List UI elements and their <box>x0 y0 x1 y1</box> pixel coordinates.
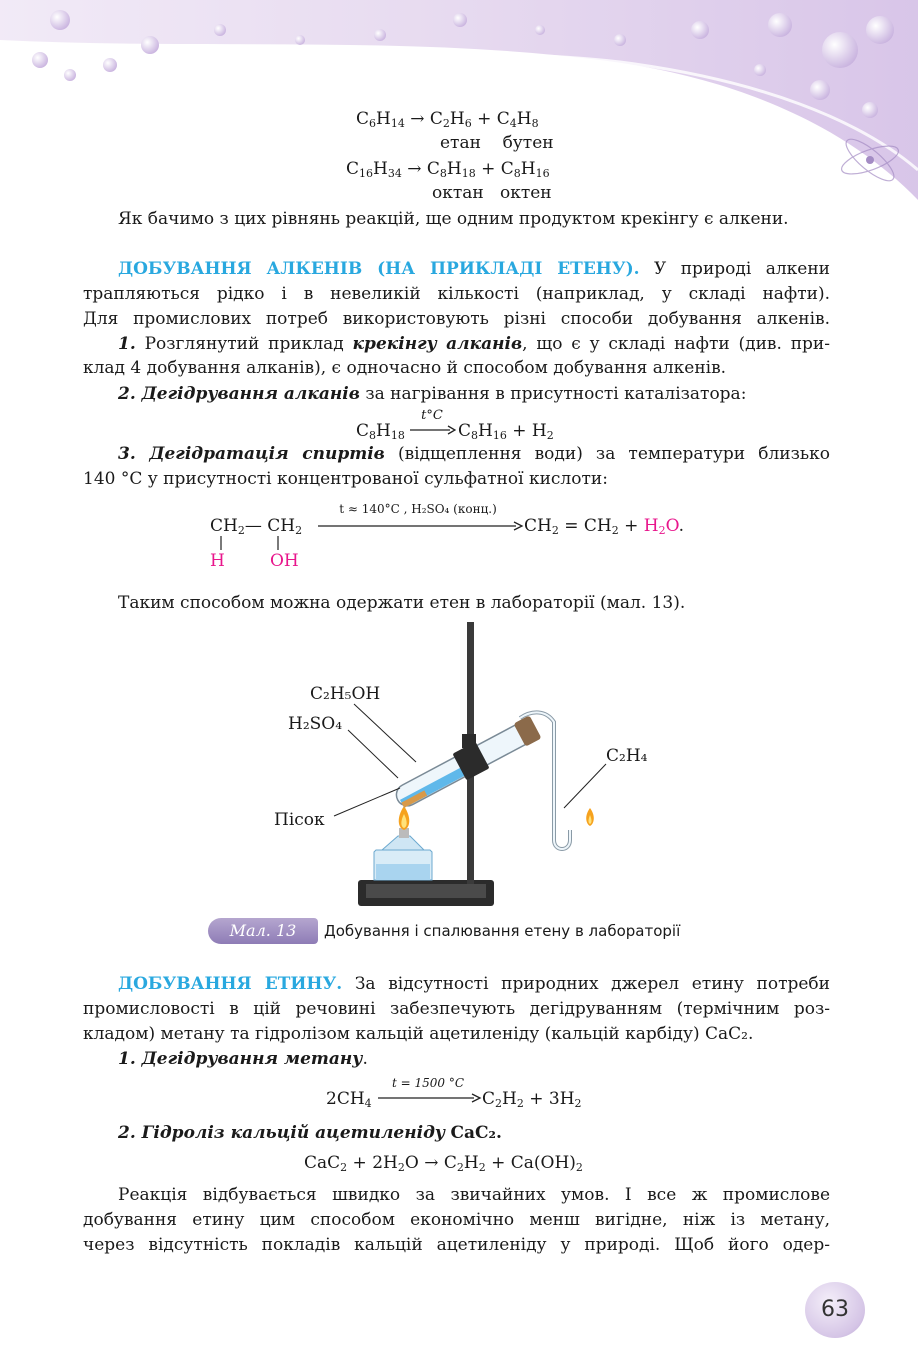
label-ethene: C₂H₄ <box>606 746 648 766</box>
arrow-condition-dehydration: t ≈ 140°C , H₂SO₄ (конц.) <box>339 502 497 516</box>
label-sand: Пісок <box>274 810 325 830</box>
formula-hexadecane-cracking: $C_{16}H_{34} \to C_8H_{18} + C_8H_{16}$ <box>346 159 550 180</box>
section2-heading: ДОБУВАННЯ ЕТИНУ. <box>118 974 343 994</box>
section2-item1: 1. Дегідрування метану. <box>118 1049 368 1069</box>
formula-carbide-hydrolysis: $CaC_2 + 2H_2O \to C_2H_2 + Ca(OH)_2$ <box>304 1153 583 1174</box>
section1-item1-line2: клад 4 добування алканів), є одночасно й способом добування алкенів. <box>83 358 727 378</box>
section2-p1: Реакція відбувається швидко за звичайних умов. І все ж промислове <box>118 1185 830 1205</box>
section2-line3: кладом) метану та гідролізом кальцій ацетиленіду (кальцій карбіду) CaC₂. <box>83 1024 754 1044</box>
formula-names-2: октан октен <box>432 183 552 203</box>
reaction-arrow-methane <box>378 1092 482 1104</box>
arrow-condition-methane: t = 1500 °C <box>391 1076 465 1090</box>
formula-methane: $2CH_4$ <box>326 1089 372 1110</box>
formula-hexane-cracking: $C_6H_{14} \to C_2H_6 + C_4H_8$ <box>356 109 539 130</box>
section1-item3: 3. Дегідратація спиртів (відщеплення води) за температури близько <box>118 444 830 464</box>
section2-line1: ДОБУВАННЯ ЕТИНУ. За відсутності природних джерел етину потреби <box>118 974 830 994</box>
section1-item1: 1. Розглянутий приклад крекінгу алканів, що є у складі нафти (див. при- <box>118 334 831 354</box>
figure-badge: Мал. 13 <box>208 918 318 944</box>
label-ethanol: C₂H₅OH <box>310 684 381 704</box>
label-sulfuric-acid: H₂SO₄ <box>288 714 343 734</box>
formula-octene-products: $C_8H_{16} + H_2$ <box>458 421 554 442</box>
section1-heading: ДОБУВАННЯ АЛКЕНІВ (НА ПРИКЛАДІ ЕТЕНУ). <box>118 259 640 279</box>
section1-line2: трапляються рідко і в невеликій кількості (наприклад, у складі нафти). <box>83 284 830 304</box>
section1-line1: ДОБУВАННЯ АЛКЕНІВ (НА ПРИКЛАДІ ЕТЕНУ). У природі алкени <box>118 259 830 279</box>
formula-octane-dehydrogenation: $C_8H_{18}$ <box>356 421 405 442</box>
reaction-arrow <box>410 424 456 436</box>
section2-p3: через відсутність покладів кальцій ацетиленіду у природі. Щоб його одер- <box>83 1235 830 1255</box>
section1-item3-line2: 140 °С у присутності концентрованої сульфатної кислоти: <box>83 469 608 489</box>
page-number: 63 <box>805 1282 865 1338</box>
section2-p2: добування етину цим способом економічно менш вигідне, ніж із метану, <box>83 1210 830 1230</box>
section1-item2: 2. Дегідрування алканів за нагрівання в присутності каталізатора: <box>118 384 747 404</box>
reaction-arrow-long <box>318 520 524 532</box>
lab-apparatus-figure <box>270 618 690 914</box>
h-label: H <box>210 551 225 571</box>
formula-methane-products: $C_2H_2 + 3H_2$ <box>482 1089 582 1110</box>
formula-ethanol: $CH_2—$ $CH_2$ <box>210 516 303 537</box>
formula-ethene-products: $CH_2 = CH_2 + H_2O$. <box>524 516 684 537</box>
formula-names-1: етан бутен <box>440 133 554 153</box>
section1-line3: Для промислових потреб використовують різні способи добування алкенів. <box>83 309 830 329</box>
section2-line2: промисловості в цій речовині забезпечують дегідруванням (термічним роз- <box>83 999 830 1019</box>
paragraph-conclusion: Як бачимо з цих рівнянь реакцій, ще одним продуктом крекінгу є алкени. <box>118 209 789 229</box>
figure-caption: Добування і спалювання етену в лабораторії <box>324 922 681 940</box>
oh-label: OH <box>270 551 299 571</box>
lab-sentence: Таким способом можна одержати етен в лабораторії (мал. 13). <box>118 593 686 613</box>
arrow-condition-temp: t°C <box>421 408 443 423</box>
section2-item2: 2. Гідроліз кальцій ацетиленіду CaC₂. <box>118 1123 502 1143</box>
